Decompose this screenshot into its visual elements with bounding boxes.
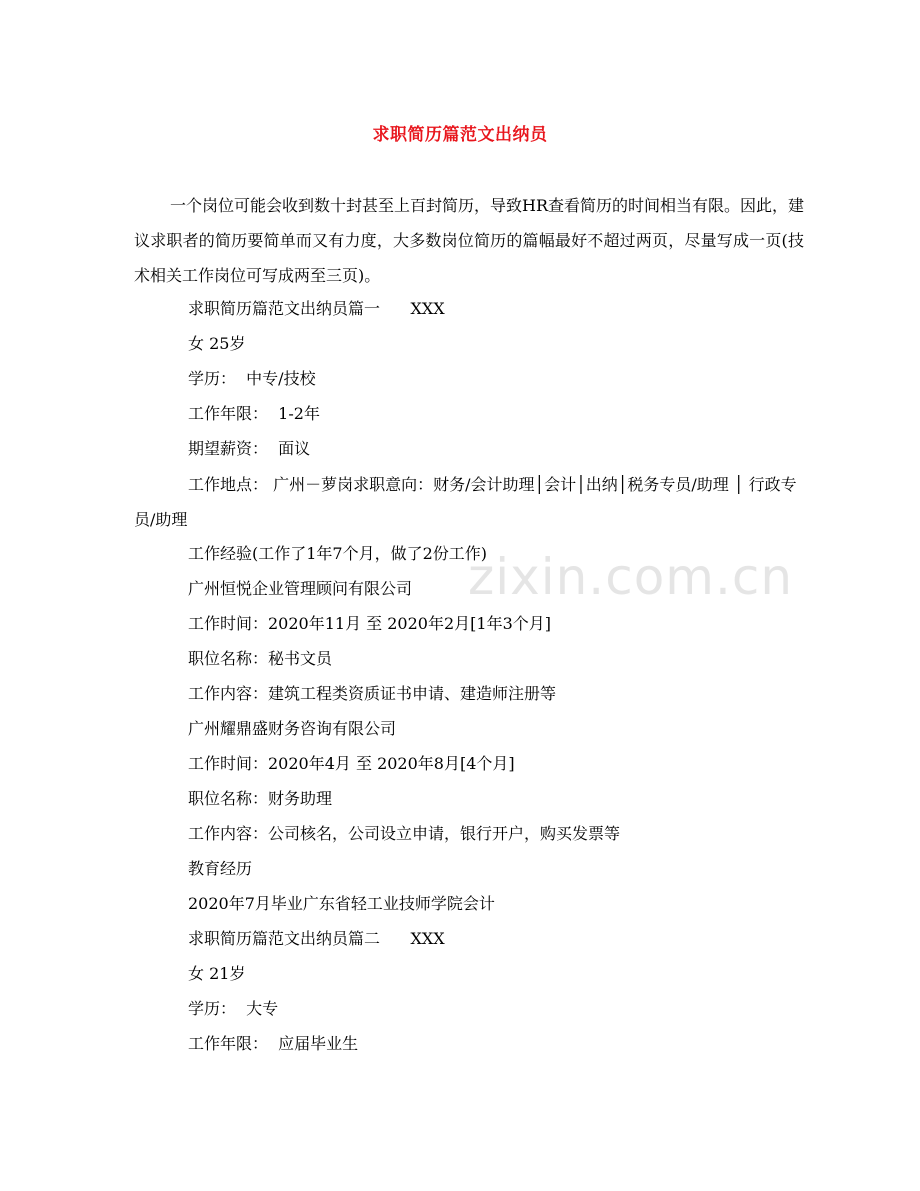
education-entry: 2020年7月毕业广东省轻工业技师学院会计 <box>188 894 495 913</box>
work-period-2: 工作时间：2020年4月 至 2020年8月[4个月] <box>188 754 515 773</box>
resume-heading-1: 求职简历篇范文出纳员篇一 XXX <box>188 299 445 318</box>
job-title-2: 职位名称：财务助理 <box>188 789 333 808</box>
resume-gender-age-2: 女 21岁 <box>188 964 246 983</box>
job-content-1: 工作内容：建筑工程类资质证书申请、建造师注册等 <box>188 684 557 703</box>
resume-years-1: 工作年限： 1-2年 <box>188 404 320 423</box>
resume-location-intent-1: 工作地点： 广州－萝岗求职意向：财务/会计助理│会计│出纳│税务专员/助理 │ 行政专员/助理 <box>134 475 797 529</box>
resume-gender-age-1: 女 25岁 <box>188 334 246 353</box>
job-title-1: 职位名称：秘书文员 <box>188 649 333 668</box>
company-name-1: 广州恒悦企业管理顾问有限公司 <box>188 579 413 598</box>
company-name-2: 广州耀鼎盛财务咨询有限公司 <box>188 719 397 738</box>
job-content-2: 工作内容：公司核名，公司设立申请，银行开户，购买发票等 <box>188 824 621 843</box>
work-experience-summary: 工作经验(工作了1年7个月，做了2份工作) <box>188 544 488 563</box>
resume-heading-2: 求职简历篇范文出纳员篇二 XXX <box>188 929 445 948</box>
education-heading: 教育经历 <box>188 859 253 878</box>
resume-years-2: 工作年限： 应届毕业生 <box>188 1034 359 1053</box>
resume-education-1: 学历： 中专/技校 <box>188 369 316 388</box>
work-period-1: 工作时间：2020年11月 至 2020年2月[1年3个月] <box>188 614 551 633</box>
document-title: 求职简历篇范文出纳员 <box>372 125 548 145</box>
resume-education-2: 学历： 大专 <box>188 999 279 1018</box>
watermark: zixin.com.cn <box>468 548 794 606</box>
intro-paragraph: 一个岗位可能会收到数十封甚至上百封简历，导致HR查看简历的时间相当有限。因此，建议求职者的简历要简单而又有力度，大多数岗位简历的篇幅最好不超过两页，尽量写成一页(技术相关工作岗位可写成两至三页)。 <box>134 196 805 285</box>
resume-salary-1: 期望薪资： 面议 <box>188 439 311 458</box>
